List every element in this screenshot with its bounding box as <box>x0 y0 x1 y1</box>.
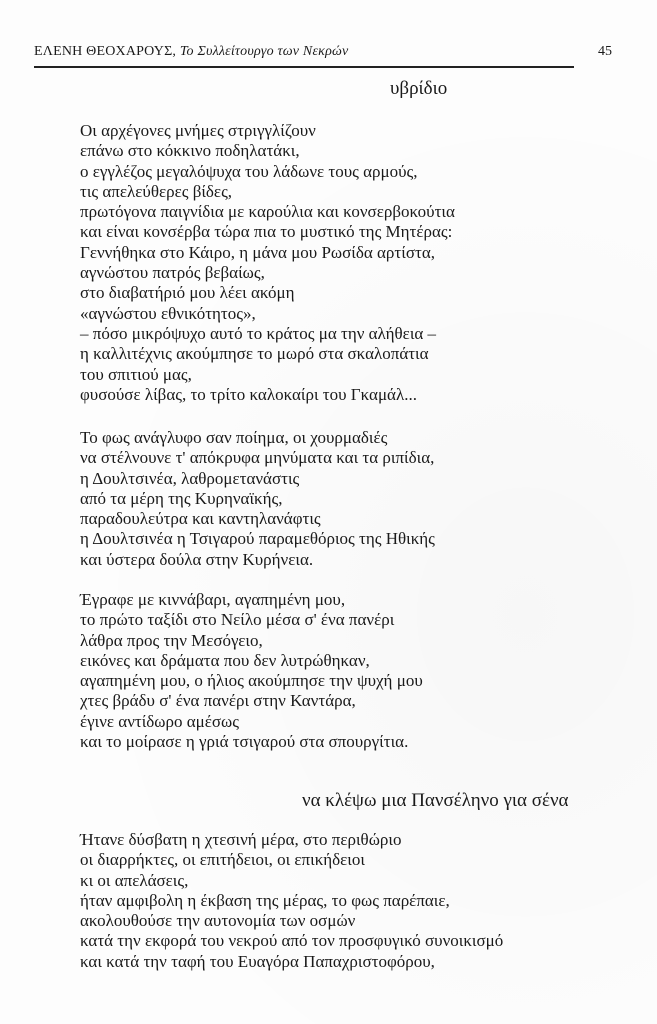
poem-line: ο εγγλέζος μεγαλόψυχα του λάδωνε τους αρμούς, <box>80 161 418 181</box>
poem-line: ακολουθούσε την αυτονομία των οσμών <box>80 911 356 931</box>
poem-line: αγνώστου πατρός βεβαίως, <box>80 263 265 283</box>
book-title: Το Συλλείτουργο των Νεκρών <box>179 44 349 59</box>
poem-2-stanza-1 <box>80 830 620 972</box>
poem-line: λάθρα προς την Μεσόγειο, <box>80 630 263 650</box>
poem-line: φυσούσε λίβας, το τρίτο καλοκαίρι του Γκαμάλ... <box>80 384 417 404</box>
poem-line: το πρώτο ταξίδι στο Νείλο μέσα σ' ένα πανέρι <box>80 610 395 630</box>
author-name: ΕΛΕΝΗ ΘΕΟΧΑΡΟΥΣ, <box>34 44 177 59</box>
poem-line: έγινε αντίδωρο αμέσως <box>80 711 239 731</box>
poem-title: υβρίδιο <box>390 78 448 99</box>
poem-line: η καλλιτέχνις ακούμπησε το μωρό στα σκαλοπάτια <box>80 344 429 364</box>
poem-line: και το μοίρασε η γριά τσιγαρού στα σπουργίτια. <box>80 732 409 752</box>
poem-line: – πόσο μικρόψυχο αυτό το κράτος μα την αλήθεια – <box>80 323 437 343</box>
poem-line: αγαπημένη μου, ο ήλιος ακούμπησε την ψυχή μου <box>80 671 423 691</box>
poem-line: από τα μέρη της Κυρηναϊκής, <box>80 488 283 508</box>
poem-line: Οι αρχέγονες μνήμες στριγγλίζουν <box>80 121 316 140</box>
poem-line: και κατά την ταφή του Ευαγόρα Παπαχριστοφόρου, <box>80 951 435 971</box>
running-head <box>34 40 612 62</box>
poem-line: επάνω στο κόκκινο ποδηλατάκι, <box>80 141 300 161</box>
poem-line: οι διαρρήκτες, οι επιτήδειοι, οι επικήδειοι <box>80 850 365 870</box>
poem-line: και ύστερα δούλα στην Κυρήνεια. <box>80 549 314 569</box>
poem-1-stanza-2 <box>80 428 620 570</box>
header-rule <box>34 66 574 68</box>
poem-title: να κλέψω μια Πανσέληνο για σένα <box>302 790 569 811</box>
poem-line: στο διαβατήριό μου λέει ακόμη <box>80 283 295 303</box>
poem-line: χτες βράδυ σ' ένα πανέρι στην Καντάρα, <box>80 691 356 711</box>
poem-line: εικόνες και δράματα που δεν λυτρώθηκαν, <box>80 650 370 670</box>
poem-line: Το φως ανάγλυφο σαν ποίημα, οι χουρμαδιές <box>80 428 388 447</box>
poem-line: να στέλνουνε τ' απόκρυφα μηνύματα και τα ριπίδια, <box>80 448 435 468</box>
poem-line: η Δουλτσινέα, λαθρομετανάστις <box>80 468 300 488</box>
poem-line: η Δουλτσινέα η Τσιγαρού παραμεθόριος της Ηθικής <box>80 529 435 549</box>
poem-line: Έγραφε με κιννάβαρι, αγαπημένη μου, <box>80 590 346 609</box>
page-number: 45 <box>598 44 612 59</box>
poem-line: κατά την εκφορά του νεκρού από τον προσφυγικό συνοικισμό <box>80 931 504 951</box>
poem-line: κι οι απελάσεις, <box>80 870 189 890</box>
running-head-author-title <box>34 44 348 60</box>
poem-line: Γεννήθηκα στο Κάιρο, η μάνα μου Ρωσίδα αρτίστα, <box>80 242 435 262</box>
poem-line: «αγνώστου εθνικότητος», <box>80 303 256 323</box>
poem-1-stanza-1 <box>80 121 620 405</box>
poem-1-stanza-3 <box>80 590 620 752</box>
poem-line: του σπιτιού μας, <box>80 364 192 384</box>
poem-line: παραδουλεύτρα και καντηλανάφτις <box>80 509 321 529</box>
poem-line: ήταν αμφιβολη η έκβαση της μέρας, το φως παρέπαιε, <box>80 890 450 910</box>
poem-line: και είναι κονσέρβα τώρα πια το μυστικό της Μητέρας: <box>80 222 453 242</box>
poem-line: τις απελεύθερες βίδες, <box>80 181 233 201</box>
poem-line: πρωτόγονα παιγνίδια με καρούλια και κονσερβοκούτια <box>80 202 455 222</box>
poem-line: Ήτανε δύσβατη η χτεσινή μέρα, στο περιθώριο <box>80 830 402 849</box>
